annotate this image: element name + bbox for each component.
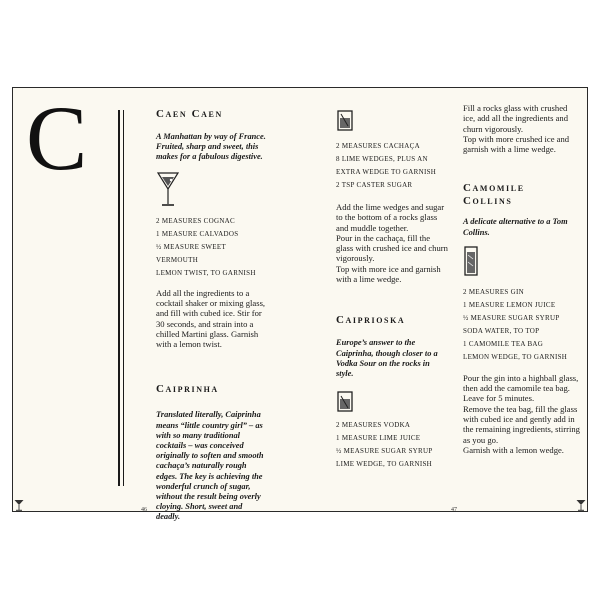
ingredient: LIME WEDGE, TO GARNISH — [336, 460, 433, 469]
recipe-title-line: Camomile — [463, 182, 525, 195]
method-text: Top with more ice and garnish with a lime wedge. — [336, 263, 441, 285]
ingredient: 2 TSP CASTER SUGAR — [336, 181, 413, 189]
method-text: Top with more crushed ice and garnish with a lime wedge. — [463, 133, 570, 155]
ingredient: ½ MEASURE SWEET VERMOUTH — [156, 242, 226, 264]
method-text: Fill a rocks glass with crushed ice, add all the ingredients and churn vigorously. — [463, 103, 568, 134]
ingredient: LEMON TWIST, TO GARNISH — [156, 268, 256, 277]
martini-glass-icon — [14, 499, 24, 511]
rocks-glass-icon — [337, 110, 353, 132]
glass-slot — [463, 238, 581, 286]
column-1 — [156, 108, 268, 523]
recipe-title-caen-caen: Caen Caen — [156, 108, 223, 120]
ingredient: SODA WATER, TO TOP — [463, 326, 540, 335]
glass-slot — [156, 163, 268, 215]
ingredient: 1 CAMOMILE TEA BAG — [463, 339, 544, 348]
ingredient: LEMON WEDGE, TO GARNISH — [463, 352, 568, 361]
method-text: Garnish with a lemon wedge. — [463, 444, 564, 455]
vertical-rule-thin — [123, 110, 124, 486]
page-number-left: 46 — [141, 507, 147, 513]
method-text: Leave for 5 minutes. — [463, 393, 535, 404]
recipe-title-line: Collins — [463, 195, 513, 208]
recipe-intro-caen-caen: A Manhattan by way of France. Fruited, sharp and sweet, this makes for a fabulous digestive. — [156, 132, 266, 162]
method-text: Pour in the cachaça, fill the glass with crushed ice and churn vigorously. — [336, 232, 448, 264]
recipe-intro-camomile-collins: A delicate alternative to a Tom Collins. — [463, 217, 568, 237]
ingredient: 1 MEASURE LIME JUICE — [336, 434, 421, 443]
ingredient: 2 MEASURES VODKA — [336, 421, 411, 430]
ingredient: 2 MEASURES COGNAC — [156, 216, 235, 225]
ingredient: 2 MEASURES CACHAÇA — [336, 142, 420, 150]
highball-glass-icon — [464, 246, 478, 276]
method-text: Remove the tea bag, fill the glass with cubed ice and gently add in the remaining ingredients, stirring as you go. — [463, 403, 580, 445]
ingredient: ½ MEASURE SUGAR SYRUP — [463, 313, 560, 322]
rocks-glass-icon — [337, 391, 353, 413]
section-letter: C — [26, 87, 88, 189]
vertical-rule-thick — [118, 110, 120, 486]
recipe-intro-caiprinha: Translated literally, Caiprinha means “little country girl” – as with so many traditional cocktails – was conceived originally to soften and smooth cachaça’s naturally rough edges. The key is achieving the wonderful crunch of sugar, without the result being overly cloying. Short, sweet and deadly. — [156, 410, 264, 522]
method-text: Pour the gin into a highball glass, then add the camomile tea bag. — [463, 372, 579, 394]
ingredient: 1 MEASURE CALVADOS — [156, 229, 239, 238]
ingredient: 8 LIME WEDGES, PLUS AN EXTRA WEDGE TO GARNISH — [336, 155, 437, 176]
ingredient: ½ MEASURE SUGAR SYRUP — [336, 447, 433, 456]
glass-slot — [336, 379, 448, 415]
column-3 — [463, 103, 581, 455]
martini-glass-icon — [157, 171, 179, 209]
column-2 — [336, 108, 448, 471]
recipe-title-camomile-collins — [463, 182, 581, 208]
page-number-right: 47 — [451, 507, 457, 513]
ingredient: 2 MEASURES GIN — [463, 287, 524, 296]
method-text: Add all the ingredients to a cocktail shaker or mixing glass, and fill with cubed ice. Stir for 30 seconds, and strain into a chilled Martini glass. Garnish with a lemon twist. — [156, 287, 266, 350]
recipe-title-caiprinha: Caiprinha — [156, 383, 219, 396]
ingredient: 1 MEASURE LEMON JUICE — [463, 300, 556, 309]
method-text: Add the lime wedges and sugar to the bottom of a rocks glass and muddle together. — [336, 202, 445, 233]
glass-slot — [336, 108, 448, 140]
recipe-intro-caiprioska: Europe’s answer to the Caiprinha, though closer to a Vodka Sour on the rocks in style. — [336, 338, 438, 378]
martini-glass-icon — [576, 499, 586, 511]
recipe-title-caiprioska: Caiprioska — [336, 314, 406, 327]
